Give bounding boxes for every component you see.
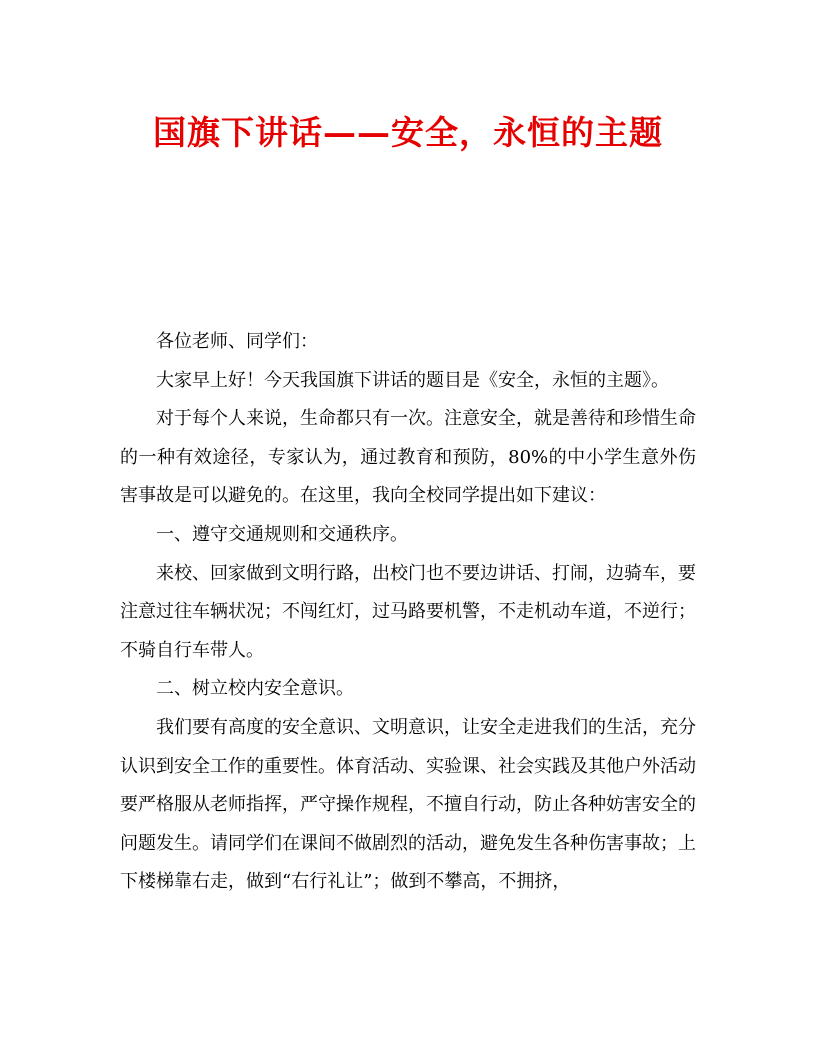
- document-title: 国旗下讲话——安全，永恒的主题: [153, 113, 663, 152]
- section-heading-traffic: 一、遵守交通规则和交通秩序。: [156, 523, 408, 545]
- paragraph-greeting: 大家早上好！今天我国旗下讲话的题目是《安全，永恒的主题》。: [156, 369, 669, 391]
- paragraph-salutation: 各位老师、同学们：: [156, 331, 318, 352]
- document-body: [120, 323, 696, 902]
- paragraph-traffic: 来校、回家做到文明行路，出校门也不要边讲话、打闹，边骑车，要注意过往车辆状况；不闯红灯，过马路要机警，不走机动车道，不逆行；不骑自行车带人。: [120, 562, 696, 661]
- paragraph-intro: 对于每个人来说，生命都只有一次。注意安全，就是善待和珍惜生命的一种有效途径，专家认为，通过教育和预防，80%的中小学生意外伤害事故是可以避免的。在这里，我向全校同学提出如下建议：: [120, 408, 696, 507]
- section-heading-campus-safety: 二、树立校内安全意识。: [156, 678, 354, 700]
- paragraph-campus-safety: 我们要有高度的安全意识、文明意识，让安全走进我们的生活，充分认识到安全工作的重要性。体育活动、实验课、社会实践及其他户外活动要严格服从老师指挥，严守操作规程，不擅自行动，防止各种妨害安全的问题发生。请同学们在课间不做剧烈的活动，避免发生各种伤害事故；上下楼梯靠右走，做到“右行礼让”；做到不攀高，不拥挤，: [120, 716, 696, 893]
